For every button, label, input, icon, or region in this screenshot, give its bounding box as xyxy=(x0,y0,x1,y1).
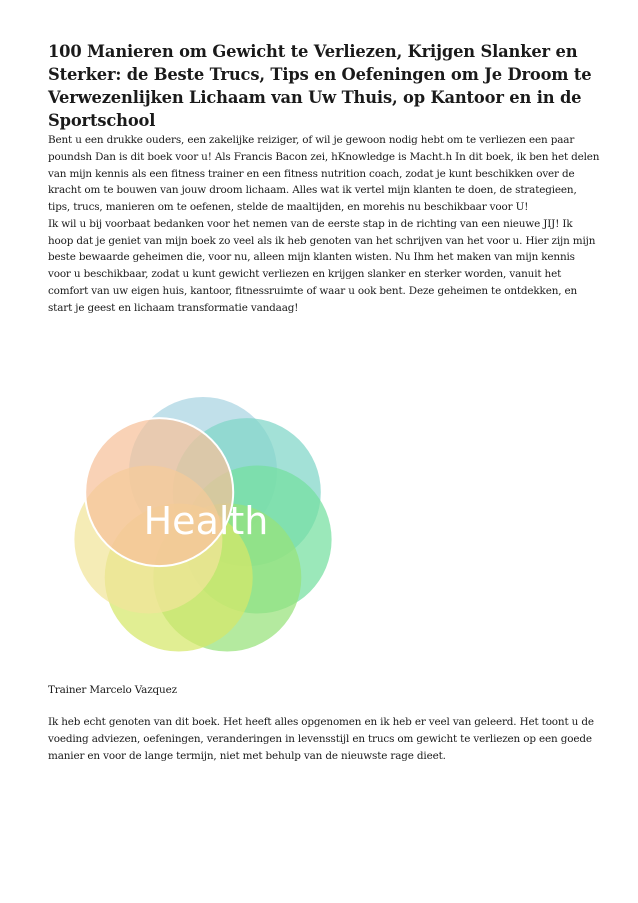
document-title: 100 Manieren om Gewicht te Verliezen, Krijgen Slanker en Sterker: de Beste Trucs, Tips en Oefeningen om Je Droom te Verwezenlijken Lichaam van Uw Thuis, op Kantoor en in de Sportschool xyxy=(48,42,592,130)
intro-paragraph: Bent u een drukke ouders, een zakelijke reiziger, of wil je gewoon nodig hebt om te verliezen een paar poundsh Dan is dit boek voor u! Als Francis Bacon zei, hKnowledge is Macht.h In dit boek, ik ben het delen van mijn kennis als een fitness trainer en een fitness nutrition coach, zodat je kunt beschikken over de kracht om te bouwen van jouw droom lichaam. Alles wat ik vertel mijn klanten te doen, de strategieen, tips, trucs, manieren om te oefenen, stelde de maaltijden, en morehis nu beschikbaar voor U! xyxy=(48,134,600,213)
author-line: Trainer Marcelo Vazquez xyxy=(48,684,177,696)
review-paragraph: Ik heb echt genoten van dit boek. Het heeft alles opgenomen en ik heb er veel van geleerd. Het toont u de voeding adviezen, oefeningen, veranderingen in levensstijl en trucs om gewicht te verliezen op een goede manier en voor de lange termijn, niet met behulp van de nieuwste rage dieet. xyxy=(48,716,594,762)
health-flower-figure xyxy=(68,392,338,662)
health-flower-svg xyxy=(68,392,338,662)
thanks-paragraph: Ik wil u bij voorbaat bedanken voor het nemen van de eerste stap in de richting van een nieuwe JIJ! Ik hoop dat je geniet van mijn boek zo veel als ik heb genoten van het schrijven van het voor u. Hier zijn mijn beste bewaarde geheimen die, voor nu, alleen mijn klanten wisten. Nu Ihm het maken van mijn kennis voor u beschikbaar, zodat u kunt gewicht verliezen en krijgen slanker en sterker worden, vanuit het comfort van uw eigen huis, kantoor, fitnessruimte of waar u ook bent. Deze geheimen te ontdekken, en start je geest en lichaam transformatie vandaag! xyxy=(48,217,596,314)
document-page xyxy=(48,40,600,316)
health-label: Health xyxy=(143,499,269,543)
